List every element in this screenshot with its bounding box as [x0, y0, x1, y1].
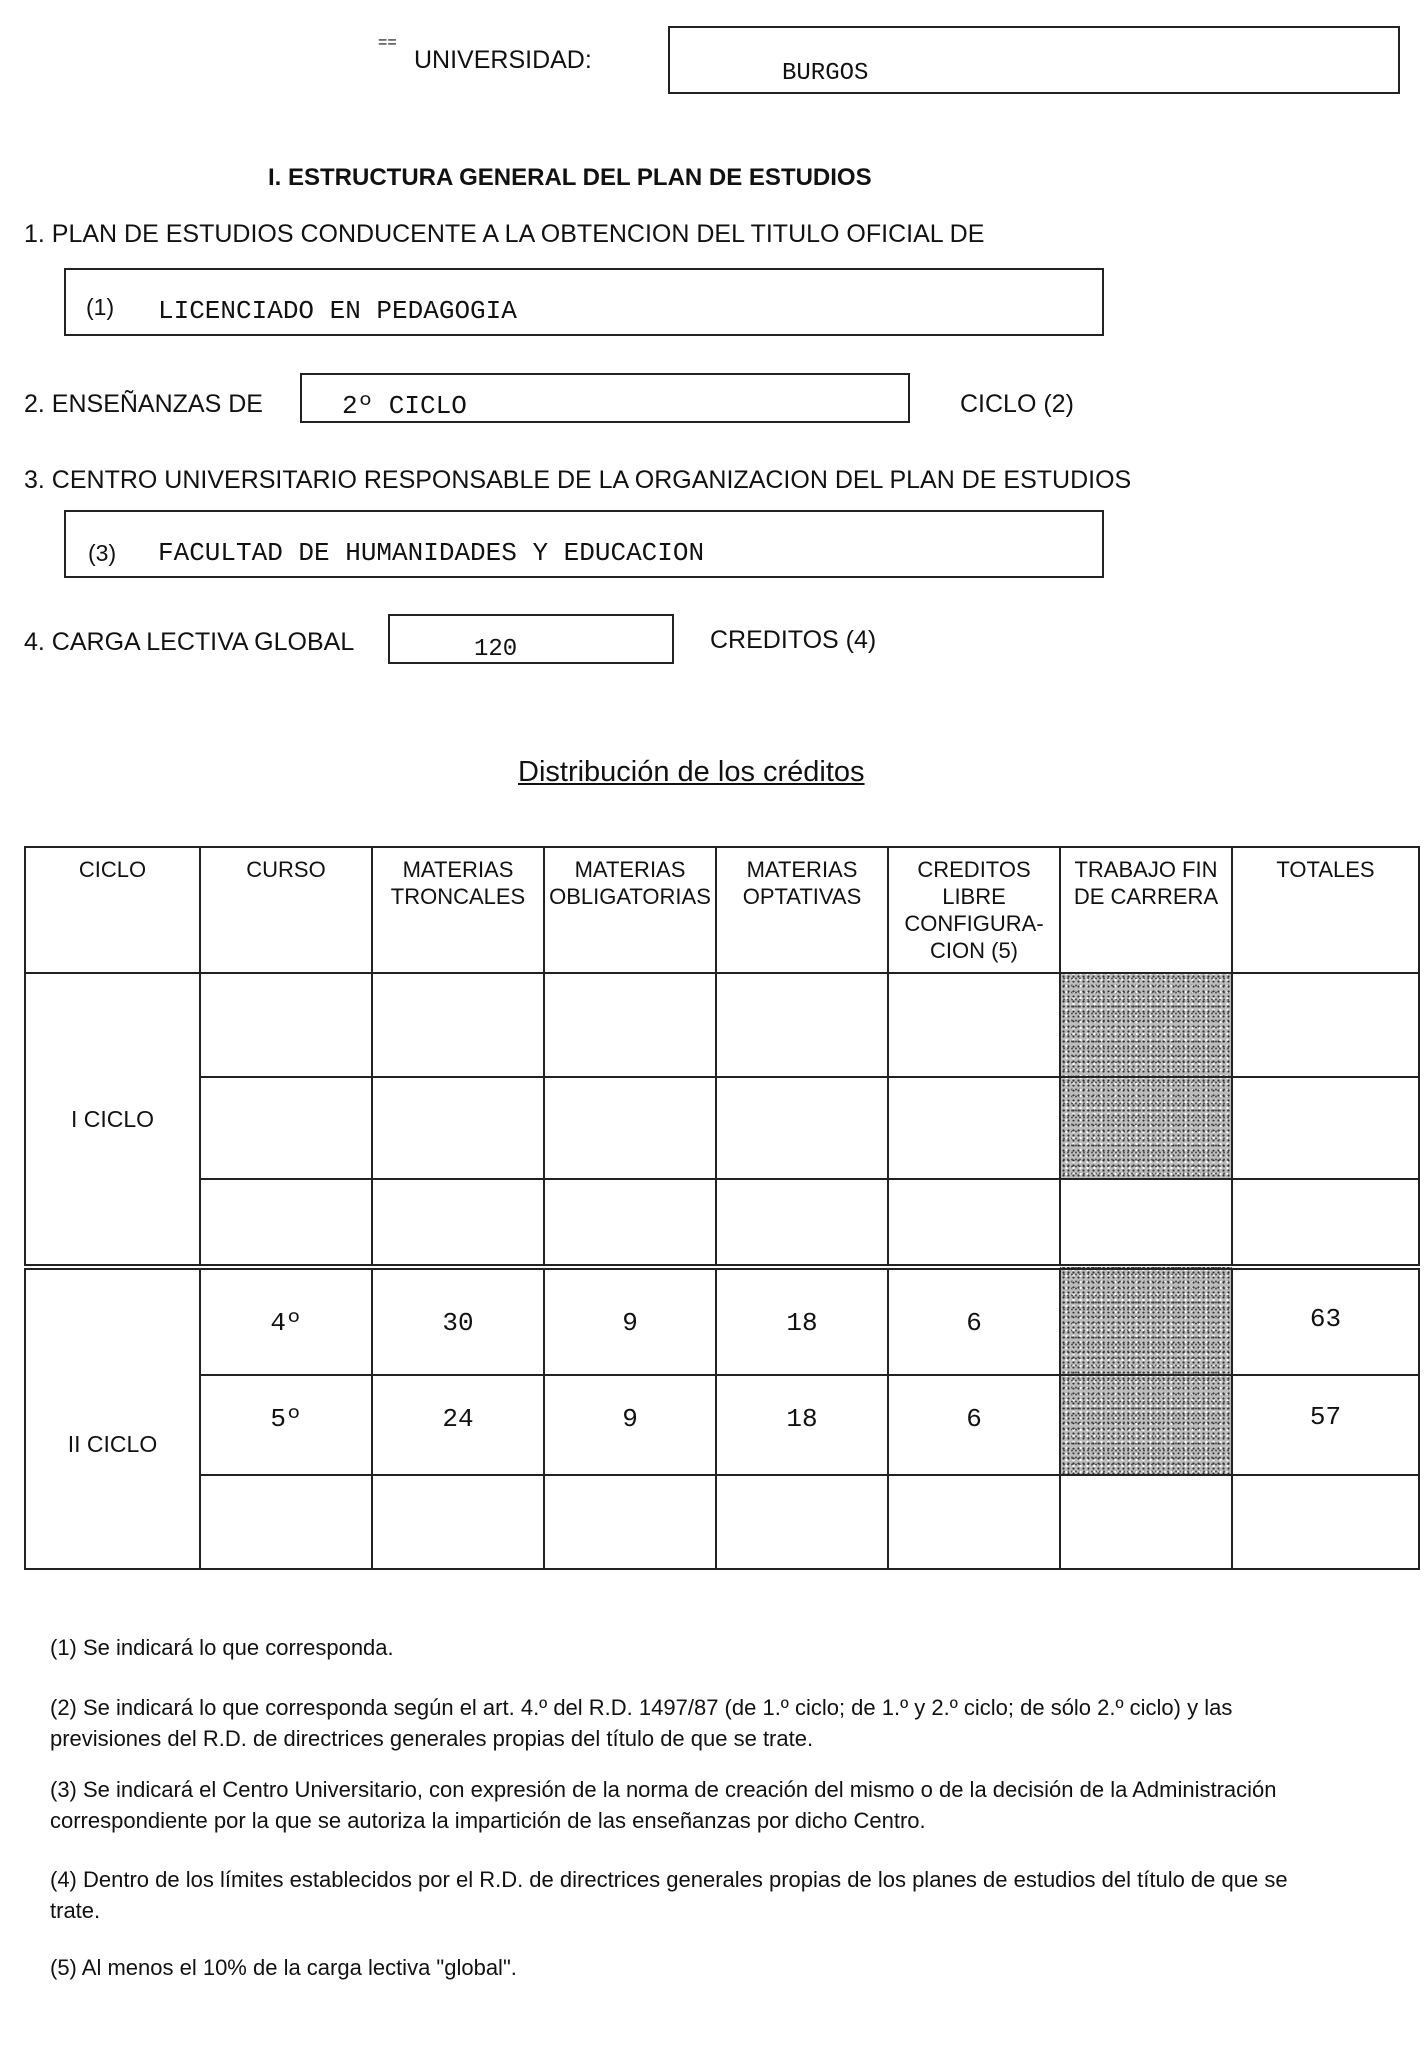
- table-cell: [716, 1077, 888, 1179]
- table-cell: [888, 973, 1060, 1077]
- ensenanzas-field: [300, 373, 910, 423]
- titulo-value: LICENCIADO EN PEDAGOGIA: [158, 296, 517, 326]
- header-troncales: MATERIAS TRONCALES: [372, 847, 544, 973]
- universidad-value: BURGOS: [782, 60, 869, 87]
- table-cell: [372, 1077, 544, 1179]
- ciclo2-label: II CICLO: [25, 1267, 200, 1569]
- obligatorias-cell: 9: [544, 1375, 716, 1475]
- footnote-5: (5) Al menos el 10% de la carga lectiva "global".: [50, 1955, 517, 1980]
- table-row: [25, 1267, 1419, 1375]
- table-cell: [544, 1179, 716, 1267]
- table-cell: [1232, 1077, 1419, 1179]
- header-trabajo-fin: TRABAJO FIN DE CARRERA: [1060, 847, 1232, 973]
- item3-label: 3. CENTRO UNIVERSITARIO RESPONSABLE DE LA ORGANIZACION DEL PLAN DE ESTUDIOS: [24, 466, 1132, 494]
- table-cell: [1232, 1179, 1419, 1267]
- item4-suffix: CREDITOS (4): [710, 626, 877, 654]
- footnote-4: (4) Dentro de los límites establecidos por el R.D. de directrices generales propias de los planes de estudios del título de que se trate.: [50, 1867, 1288, 1923]
- titulo-ref: (1): [86, 294, 115, 320]
- table-row: [25, 1475, 1419, 1569]
- header-libre-configuracion: CREDITOS LIBRE CONFIGURA-CION (5): [888, 847, 1060, 973]
- footnote-2: (2) Se indicará lo que corresponda según el art. 4.º del R.D. 1497/87 (de 1.º ciclo; de 1.º y 2.º ciclo; de sólo 2.º ciclo) y las previsiones del R.D. de directrices generales propias del título de que se trate.: [50, 1695, 1233, 1751]
- totales-cell: 57: [1232, 1375, 1419, 1475]
- table-cell: [1060, 1179, 1232, 1267]
- table-row: [25, 973, 1419, 1077]
- table-cell: [200, 1077, 372, 1179]
- header-obligatorias: MATERIAS OBLIGATORIAS: [544, 847, 716, 973]
- table-row: [25, 1077, 1419, 1179]
- centro-ref: (3): [88, 540, 117, 566]
- credits-table: [24, 846, 1420, 1570]
- item1-label: 1. PLAN DE ESTUDIOS CONDUCENTE A LA OBTENCION DEL TITULO OFICIAL DE: [24, 220, 985, 248]
- table-cell: [372, 1475, 544, 1569]
- shaded-cell: [1060, 973, 1232, 1077]
- table-cell: [544, 1077, 716, 1179]
- ciclo1-label: I CICLO: [25, 973, 200, 1267]
- header-optativas: MATERIAS OPTATIVAS: [716, 847, 888, 973]
- totales-cell: 63: [1232, 1267, 1419, 1375]
- table-cell: [1232, 1475, 1419, 1569]
- shaded-cell: [1060, 1077, 1232, 1179]
- table-cell: [888, 1179, 1060, 1267]
- table-cell: [544, 973, 716, 1077]
- footnote-1: (1) Se indicará lo que corresponda.: [50, 1635, 394, 1660]
- table-cell: [1060, 1475, 1232, 1569]
- curso-cell: 5º: [200, 1375, 372, 1475]
- table-cell: [200, 973, 372, 1077]
- table-cell: [544, 1475, 716, 1569]
- table-row: [25, 1375, 1419, 1475]
- table-cell: [716, 1475, 888, 1569]
- item2-label: 2. ENSEÑANZAS DE: [24, 390, 263, 418]
- header-mark: ==: [378, 34, 397, 51]
- libre-cell: 6: [888, 1267, 1060, 1375]
- table-cell: [716, 1179, 888, 1267]
- footnote-3: (3) Se indicará el Centro Universitario, con expresión de la norma de creación del mismo o de la decisión de la Administración correspondiente por la que se autoriza la impartición de las enseñanzas por dicho Centro.: [50, 1777, 1277, 1833]
- header-curso: CURSO: [200, 847, 372, 973]
- centro-value: FACULTAD DE HUMANIDADES Y EDUCACION: [158, 538, 705, 568]
- table-cell: [372, 973, 544, 1077]
- table-cell: [200, 1475, 372, 1569]
- universidad-label: UNIVERSIDAD:: [414, 46, 592, 74]
- distribution-title: Distribución de los créditos: [518, 756, 865, 788]
- carga-field: [388, 614, 674, 664]
- libre-cell: 6: [888, 1375, 1060, 1475]
- ensenanzas-value: 2º CICLO: [342, 391, 467, 421]
- item4-label: 4. CARGA LECTIVA GLOBAL: [24, 628, 355, 656]
- table-cell: [888, 1077, 1060, 1179]
- table-cell: [1232, 973, 1419, 1077]
- table-cell: [372, 1179, 544, 1267]
- shaded-cell: [1060, 1375, 1232, 1475]
- optativas-cell: 18: [716, 1267, 888, 1375]
- carga-value: 120: [474, 636, 518, 663]
- titulo-field: [64, 268, 1104, 336]
- table-cell: [716, 973, 888, 1077]
- header-ciclo: CICLO: [25, 847, 200, 973]
- section-title: I. ESTRUCTURA GENERAL DEL PLAN DE ESTUDIOS: [268, 164, 872, 191]
- troncales-cell: 24: [372, 1375, 544, 1475]
- universidad-field: [668, 26, 1400, 94]
- troncales-cell: 30: [372, 1267, 544, 1375]
- table-cell: [200, 1179, 372, 1267]
- shaded-cell: [1060, 1267, 1232, 1375]
- table-row: [25, 1179, 1419, 1267]
- obligatorias-cell: 9: [544, 1267, 716, 1375]
- optativas-cell: 18: [716, 1375, 888, 1475]
- curso-cell: 4º: [200, 1267, 372, 1375]
- table-cell: [888, 1475, 1060, 1569]
- centro-field: [64, 510, 1104, 578]
- item2-suffix: CICLO (2): [960, 390, 1074, 418]
- header-totales: TOTALES: [1232, 847, 1419, 973]
